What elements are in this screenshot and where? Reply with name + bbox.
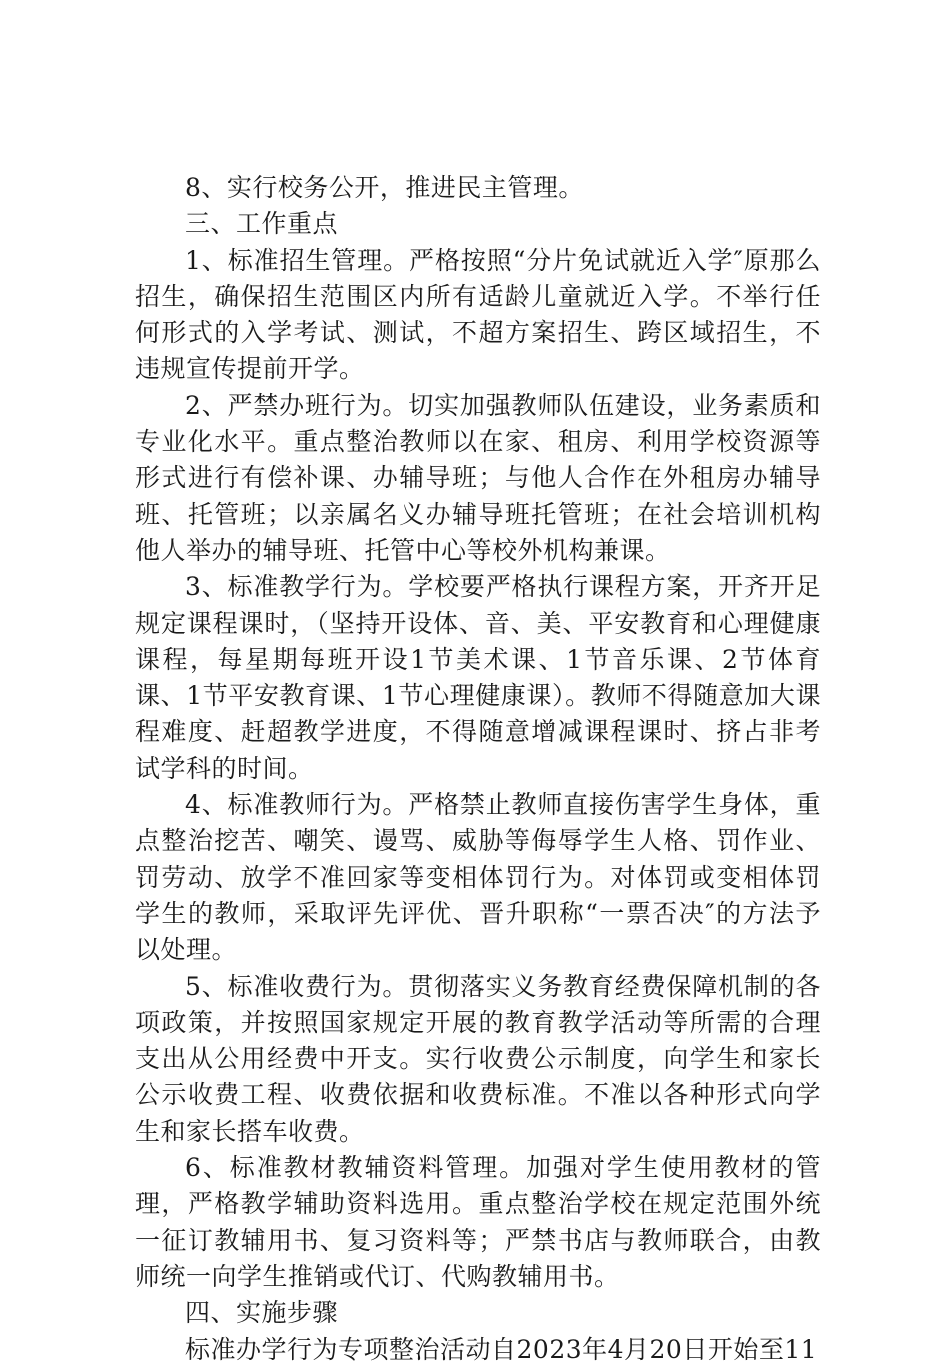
paragraph-tutoring-ban: 2、严禁办班行为。切实加强教师队伍建设，业务素质和专业化水平。重点整治教师以在家、租房、利用学校资源等形式进行有偿补课、办辅导班；与他人合作在外租房办辅导班、托管班；以亲属名义办辅导班托管班；在社会培训机构他人举办的辅导班、托管中心等校外机构兼课。 (135, 390, 821, 565)
section-heading-work-focus: 三、工作重点 (185, 209, 339, 239)
paragraph-item-8: 8、实行校务公开，推进民主管理。 (185, 173, 584, 202)
document-body (135, 170, 821, 1368)
paragraph-fees: 5、标准收费行为。贯彻落实义务教育经费保障机制的各项政策，并按照国家规定开展的教育教学活动等所需的合理支出从公用经费中开支。实行收费公示制度，向学生和家长公示收费工程、收费依据和收费标准。不准以各种形式向学生和家长搭车收费。 (135, 971, 821, 1146)
paragraph-enrollment: 1、标准招生管理。严格按照“分片免试就近入学″原那么招生，确保招生范围区内所有适龄儿童就近入学。不举行任何形式的入学考试、测试，不超方案招生、跨区域招生，不违规宣传提前开学。 (135, 245, 821, 384)
paragraph-teacher-conduct: 4、标准教师行为。严格禁止教师直接伤害学生身体，重点整治挖苦、嘲笑、谩骂、威胁等侮辱学生人格、罚作业、罚劳动、放学不准回家等变相体罚行为。对体罚或变相体罚学生的教师，采取评先评优、晋升职称“一票否决″的方法予以处理。 (135, 790, 821, 965)
paragraph-implementation-start: 标准办学行为专项整治活动自2023年4月20日开始至11 (185, 1334, 818, 1364)
paragraph-teaching-conduct: 3、标准教学行为。学校要严格执行课程方案，开齐开足规定课程课时，（坚持开设体、音、美、平安教育和心理健康课程，每星期每班开设1节美术课、1节音乐课、2节体育课、1节平安教育课、1节心理健康课）。教师不得随意加大课程难度、赶超教学进度，不得随意增减课程课时、挤占非考试学科的时间。 (135, 572, 821, 783)
paragraph-textbooks: 6、标准教材教辅资料管理。加强对学生使用教材的管理，严格教学辅助资料选用。重点整治学校在规定范围外统一征订教辅用书、复习资料等；严禁书店与教师联合，由教师统一向学生推销或代订、代购教辅用书。 (135, 1153, 821, 1291)
section-heading-implementation: 四、实施步骤 (185, 1298, 339, 1328)
